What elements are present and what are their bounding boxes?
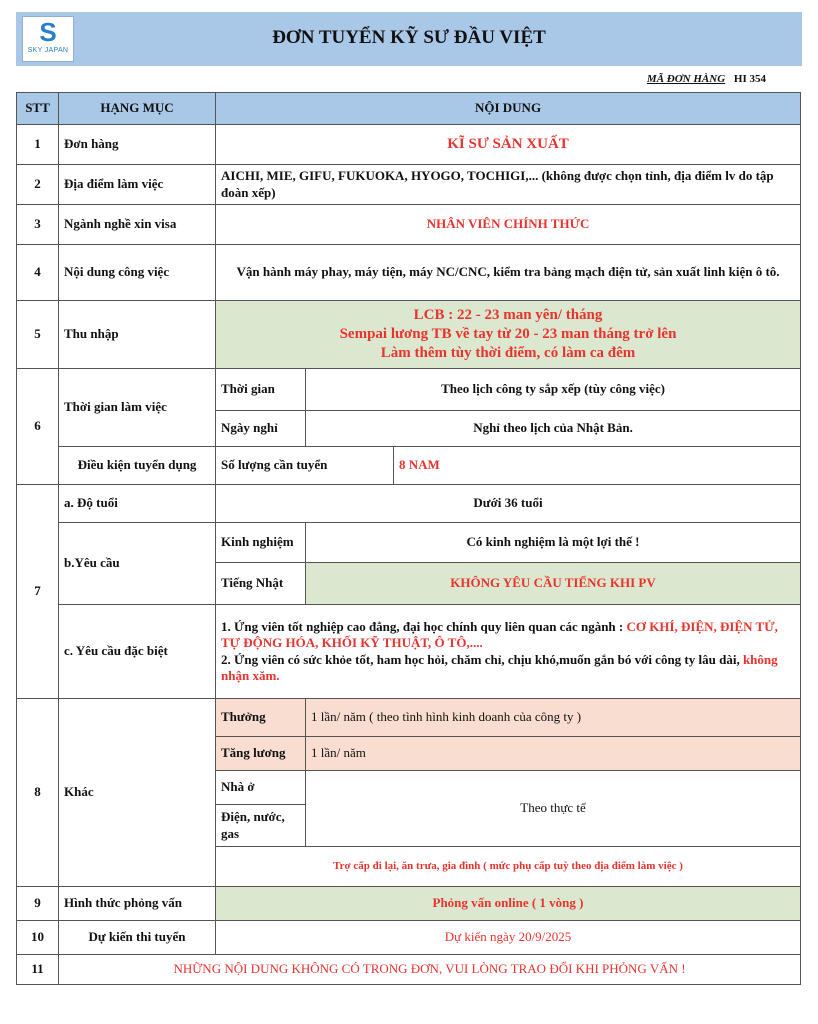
row-bonus [17,699,801,737]
row-recruit-condition [17,447,801,485]
row-number: 8 [17,699,59,887]
housing-label: Nhà ở [216,771,306,805]
row-label: Ngành nghề xin visa [59,205,216,245]
row-label: Khác [59,699,216,887]
row-number: 1 [17,125,59,165]
row-special-requirement [17,605,801,699]
row-number: 2 [17,165,59,205]
title-banner [16,12,802,66]
order-value: KĨ SƯ SẢN XUẤT [216,125,801,165]
note-value: NHỮNG NỘI DUNG KHÔNG CÓ TRONG ĐƠN, VUI LÒNG TRAO ĐỔI KHI PHỎNG VẤN ! [59,955,801,985]
allowance-value: Trợ cấp đi lại, ăn trưa, gia đình ( mức phụ cấp tuỳ theo địa điểm làm việc ) [216,847,801,887]
row-interview [17,887,801,921]
row-label: Địa điểm làm việc [59,165,216,205]
income-line-2: Sempai lương TB về tay từ 20 - 23 man tháng trở lên [339,326,677,343]
job-content-value: Vận hành máy phay, máy tiện, máy NC/CNC, kiểm tra bảng mạch điện tử, sản xuất linh kiện ô tô. [216,245,801,301]
logo-text: SKY JAPAN [27,47,69,54]
experience-label: Kinh nghiệm [216,523,306,563]
row-number: 6 [17,369,59,485]
header-content: NỘI DUNG [216,93,801,125]
interview-value: Phỏng vấn online ( 1 vòng ) [216,887,801,921]
special-label: c. Yêu cầu đặc biệt [59,605,216,699]
row-exam-date [17,921,801,955]
special-item-2-text: 2. Ứng viên có sức khỏe tốt, ham học hỏi, chăm chỉ, chịu khó,muốn gắn bó với công ty lâu dài, [221,651,740,667]
order-code [647,73,766,85]
quantity-value: 8 NAM [394,447,801,485]
income-line-1: LCB : 22 - 23 man yên/ tháng [413,307,603,324]
age-value: Dưới 36 tuổi [216,485,801,523]
table-header-row [17,93,801,125]
row-label: Hình thức phỏng vấn [59,887,216,921]
order-code-label: MÃ ĐƠN HÀNG [646,73,726,85]
row-job-content [17,245,801,301]
row-number: 3 [17,205,59,245]
special-item-1 [221,619,795,652]
row-label: Thu nhập [59,301,216,369]
job-order-table [16,92,801,985]
experience-value: Có kinh nghiệm là một lợi thế ! [306,523,801,563]
row-income [17,301,801,369]
raise-value: 1 lần/ năm [306,737,801,771]
row-experience [17,523,801,563]
row-label: Thời gian làm việc [59,369,216,447]
row-number: 7 [17,485,59,699]
age-label: a. Độ tuổi [59,485,216,523]
condition-label: Điều kiện tuyển dụng [59,447,216,485]
row-label: Nội dung công việc [59,245,216,301]
days-off-value: Nghỉ theo lịch của Nhật Bản. [306,411,801,447]
row-number: 11 [17,955,59,985]
quantity-label: Số lượng cần tuyển [216,447,394,485]
row-number: 5 [17,301,59,369]
logo-glyph: S [39,17,57,47]
utilities-label: Điện, nước, gas [216,805,306,847]
row-order [17,125,801,165]
special-item-2 [221,652,795,685]
special-item-1-text: 1. Ứng viên tốt nghiệp cao đẳng, đại học chính quy liên quan các ngành : [221,619,624,634]
exam-date-value: Dự kiến ngày 20/9/2025 [216,921,801,955]
row-working-time [17,369,801,411]
japanese-value: KHÔNG YÊU CẦU TIẾNG KHI PV [306,563,801,605]
row-label: Đơn hàng [59,125,216,165]
row-number: 9 [17,887,59,921]
income-value [216,301,801,369]
header-stt: STT [17,93,59,125]
actual-cost-value: Theo thực tế [306,771,801,847]
special-value [216,605,801,699]
special-item-1-fields: CƠ KHÍ, ĐIỆN, ĐIỆN TỬ, TỰ ĐỘNG HÓA, KHỐI KỸ THUẬT, Ô TÔ,.... [221,619,778,651]
requirement-label: b.Yêu cầu [59,523,216,605]
row-number: 4 [17,245,59,301]
row-label: Dự kiến thi tuyển [59,921,216,955]
special-item-2-note: không nhận xăm. [221,651,778,683]
raise-label: Tăng lương [216,737,306,771]
row-note [17,955,801,985]
row-age [17,485,801,523]
bonus-label: Thưởng [216,699,306,737]
time-label: Thời gian [216,369,306,411]
row-location [17,165,801,205]
page-title: ĐƠN TUYỂN KỸ SƯ ĐẦU VIỆT [272,27,546,48]
days-off-label: Ngày nghỉ [216,411,306,447]
header-category: HẠNG MỤC [59,93,216,125]
time-value: Theo lịch công ty sắp xếp (tùy công việc) [306,369,801,411]
visa-value: NHÂN VIÊN CHÍNH THỨC [216,205,801,245]
order-code-value: HI 354 [733,73,766,85]
row-number: 10 [17,921,59,955]
location-value: AICHI, MIE, GIFU, FUKUOKA, HYOGO, TOCHIGI,... (không được chọn tỉnh, địa điểm lv do tập đoàn xếp) [216,165,801,205]
japanese-label: Tiếng Nhật [216,563,306,605]
row-visa [17,205,801,245]
income-line-3: Làm thêm tùy thời điểm, có làm ca đêm [380,344,636,361]
bonus-value: 1 lần/ năm ( theo tình hình kinh doanh của công ty ) [306,699,801,737]
